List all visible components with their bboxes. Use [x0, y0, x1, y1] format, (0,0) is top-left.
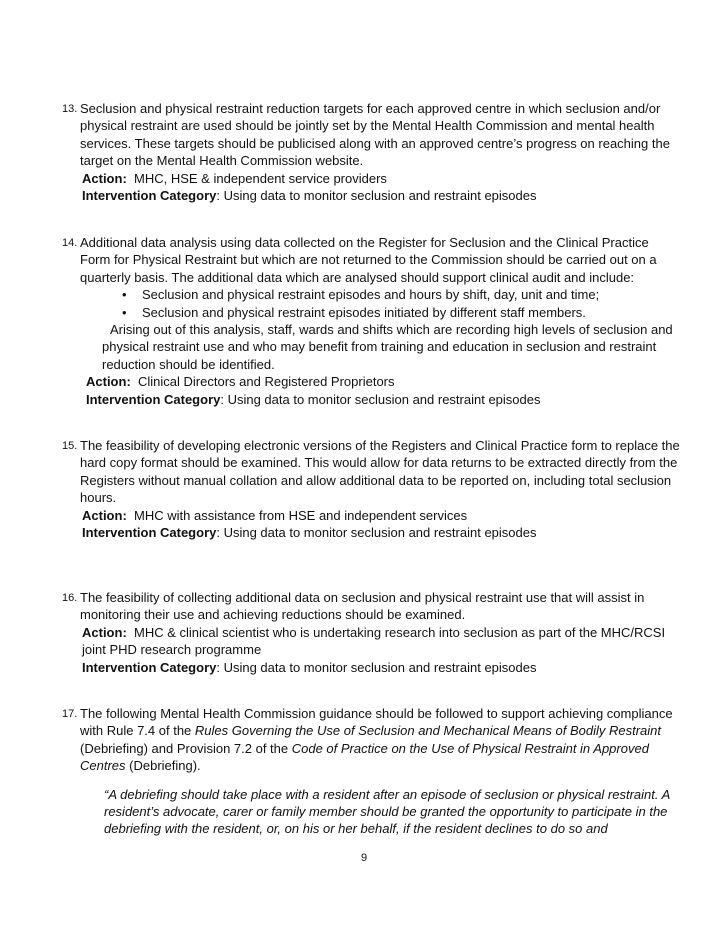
category-text: : Using data to monitor seclusion and restraint episodes: [216, 659, 537, 675]
item-text: The feasibility of developing electronic versions of the Registers and Clinical Practice form to replace the hard copy format should be examined. This would allow for data returns to be extracted directly from the Registers without manual collation and allow additional data to be reported on, including total seclusion hours.: [80, 438, 680, 506]
category-line: [80, 524, 680, 541]
action-label: Action:: [82, 507, 127, 523]
action-label: Action:: [82, 170, 127, 186]
item-text-part: (Debriefing) and Provision 7.2 of the: [80, 740, 292, 756]
category-label: Intervention Category: [82, 659, 217, 675]
item-text: [80, 705, 680, 775]
category-label: Intervention Category: [82, 188, 217, 204]
category-line: [80, 659, 680, 676]
category-text: : Using data to monitor seclusion and restraint episodes: [216, 525, 537, 541]
action-text: MHC with assistance from HSE and independent services: [134, 507, 468, 523]
bullet-list: [80, 286, 680, 321]
item-body: [80, 437, 680, 541]
category-line: [80, 391, 680, 408]
item-body: [80, 100, 680, 204]
item-number: 17.: [62, 708, 78, 720]
bullet-item: • Seclusion and physical restraint episodes initiated by different staff members.: [80, 304, 680, 321]
category-text: : Using data to monitor seclusion and restraint episodes: [220, 391, 541, 407]
category-text: : Using data to monitor seclusion and restraint episodes: [216, 188, 537, 204]
page-number: 9: [360, 852, 368, 864]
item-body: [80, 589, 680, 676]
action-line: [80, 507, 680, 524]
item-number: 14.: [62, 237, 78, 249]
item-number: 15.: [62, 440, 78, 452]
action-line: [80, 170, 680, 187]
item-text-part: The following Mental Health Commission guidance should be followed to support achieving compliance with Rule 7.4 of the: [80, 706, 673, 739]
category-label: Intervention Category: [82, 525, 217, 541]
action-text: Clinical Directors and Registered Proprietors: [138, 374, 395, 390]
action-label: Action:: [82, 624, 127, 640]
code-title: Code of Practice on the Use of Physical Restraint in Approved Centres: [80, 740, 649, 774]
action-text: MHC, HSE & independent service providers: [134, 170, 387, 186]
item-body: [80, 234, 680, 408]
item-text: Additional data analysis using data collected on the Register for Seclusion and the Clinical Practice Form for Physical Restraint but which are not returned to the Commission should be carried out on a quarterly basis. The additional data which are analysed should support clinical audit and include:: [80, 235, 657, 285]
action-line: [80, 624, 680, 659]
item-body: [80, 705, 680, 838]
rule-title: Rules Governing the Use of Seclusion and Mechanical Means of Bodily Restraint: [194, 723, 661, 739]
action-line: [80, 373, 680, 390]
action-text: MHC & clinical scientist who is undertaking research into seclusion as part of the MHC/RCSI joint PHD research programme: [82, 624, 666, 658]
category-line: [80, 187, 680, 204]
item-text: The feasibility of collecting additional data on seclusion and physical restraint use that will assist in monitoring their use and achieving reductions should be examined.: [80, 590, 645, 623]
item-number: 16.: [62, 592, 78, 604]
action-label: Action:: [86, 374, 131, 390]
item-text: Seclusion and physical restraint reduction targets for each approved centre in which seclusion and/or physical restraint are used should be jointly set by the Mental Health Commission and mental health services. These targets should be publicised along with an approved centre’s progress on reaching the target on the Mental Health Commission website.: [80, 101, 670, 169]
followup-text: Arising out of this analysis, staff, wards and shifts which are recording high levels of seclusion and physical restraint use and who may benefit from training and education in seclusion and restraint reduction should be identified.: [102, 322, 673, 372]
item-text-part: (Debriefing).: [125, 758, 201, 774]
bullet-item: • Seclusion and physical restraint episodes and hours by shift, day, unit and time;: [80, 286, 680, 303]
item-number: 13.: [62, 103, 78, 115]
category-label: Intervention Category: [86, 391, 221, 407]
guidance-quote: “A debriefing should take place with a resident after an episode of seclusion or physical restraint. A resident’s advocate, carer or family member should be granted the opportunity to participate in the debriefing with the resident, or, on his or her behalf, if the resident declines to do so and: [104, 786, 670, 837]
